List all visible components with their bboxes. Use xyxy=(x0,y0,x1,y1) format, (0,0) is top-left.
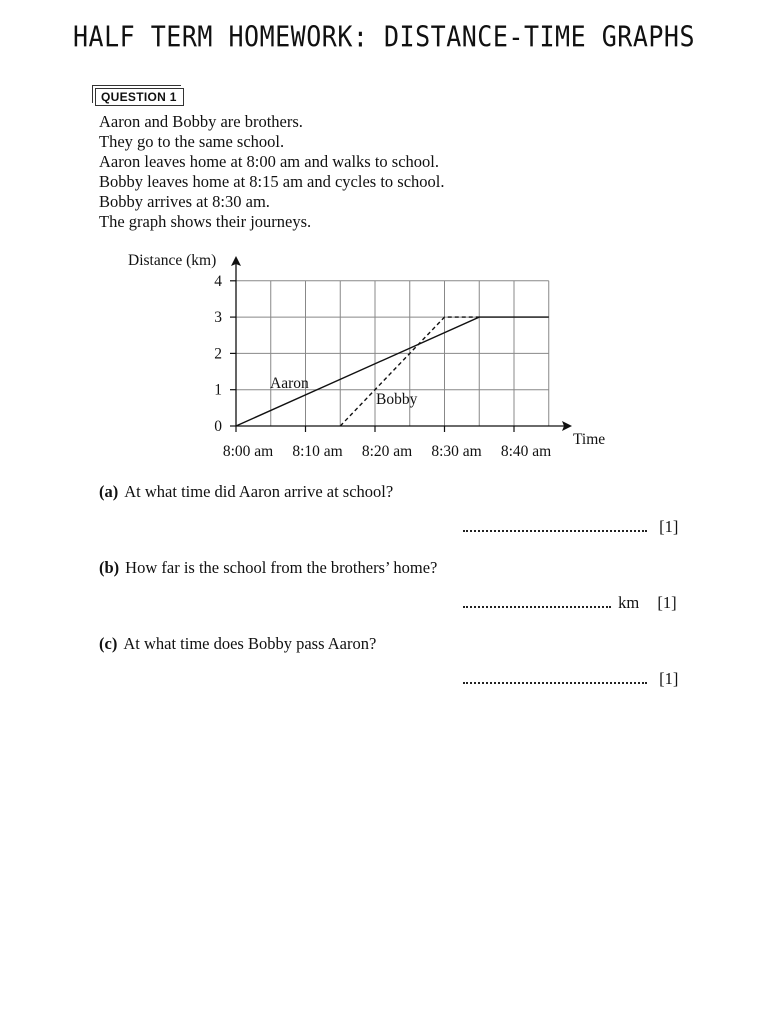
answer-line-a[interactable] xyxy=(463,516,678,537)
series-line-aaron xyxy=(236,317,549,426)
question-b xyxy=(99,558,437,578)
x-axis-label: Time xyxy=(573,431,606,448)
series-label-bobby: Bobby xyxy=(376,391,418,408)
intro-line: Aaron and Bobby are brothers. xyxy=(99,112,303,131)
y-tick-label: 1 xyxy=(214,381,222,399)
answer-line-c[interactable] xyxy=(463,668,678,689)
question-badge: QUESTION 1 xyxy=(95,88,184,106)
x-tick-label: 8:20 am xyxy=(361,443,413,460)
answer-dots[interactable] xyxy=(463,516,647,532)
series-label-aaron: Aaron xyxy=(270,375,309,392)
question-label: (b) xyxy=(99,558,120,577)
answer-line-b[interactable] xyxy=(463,592,677,613)
unit: km xyxy=(618,593,640,612)
x-tick-label: 8:00 am xyxy=(222,443,274,460)
y-axis-label: Distance (km) xyxy=(128,252,217,269)
distance-time-graph xyxy=(0,0,768,480)
y-tick-label: 0 xyxy=(214,418,222,435)
y-tick-label: 4 xyxy=(214,272,222,290)
intro-line: The graph shows their journeys. xyxy=(99,212,312,231)
x-tick-label: 8:10 am xyxy=(292,443,343,460)
question-c xyxy=(99,634,376,654)
x-tick-label: 8:30 am xyxy=(431,443,482,460)
marks: [1] xyxy=(659,669,679,688)
chart-series xyxy=(236,317,549,426)
marks: [1] xyxy=(659,517,679,536)
y-tick-label: 3 xyxy=(214,309,222,327)
intro-line: Bobby arrives at 8:30 am. xyxy=(99,192,270,211)
question-text: At what time did Aaron arrive at school? xyxy=(124,482,394,501)
question-text: How far is the school from the brothers’ home? xyxy=(125,558,438,577)
y-tick-label: 2 xyxy=(214,345,222,363)
intro-line: Bobby leaves home at 8:15 am and cycles to school. xyxy=(99,172,445,191)
x-tick-label: 8:40 am xyxy=(500,443,552,460)
question-a xyxy=(99,482,393,502)
answer-dots[interactable] xyxy=(463,668,647,684)
intro-line: They go to the same school. xyxy=(99,132,285,151)
question-label: (a) xyxy=(99,482,119,501)
answer-dots[interactable] xyxy=(463,592,611,608)
chart-ticks xyxy=(214,273,551,460)
question-label: (c) xyxy=(99,634,118,653)
intro-line: Aaron leaves home at 8:00 am and walks to school. xyxy=(99,152,439,171)
question-text: At what time does Bobby pass Aaron? xyxy=(123,634,377,653)
marks: [1] xyxy=(657,593,677,612)
page-title: HALF TERM HOMEWORK: DISTANCE-TIME GRAPHS xyxy=(72,19,696,54)
